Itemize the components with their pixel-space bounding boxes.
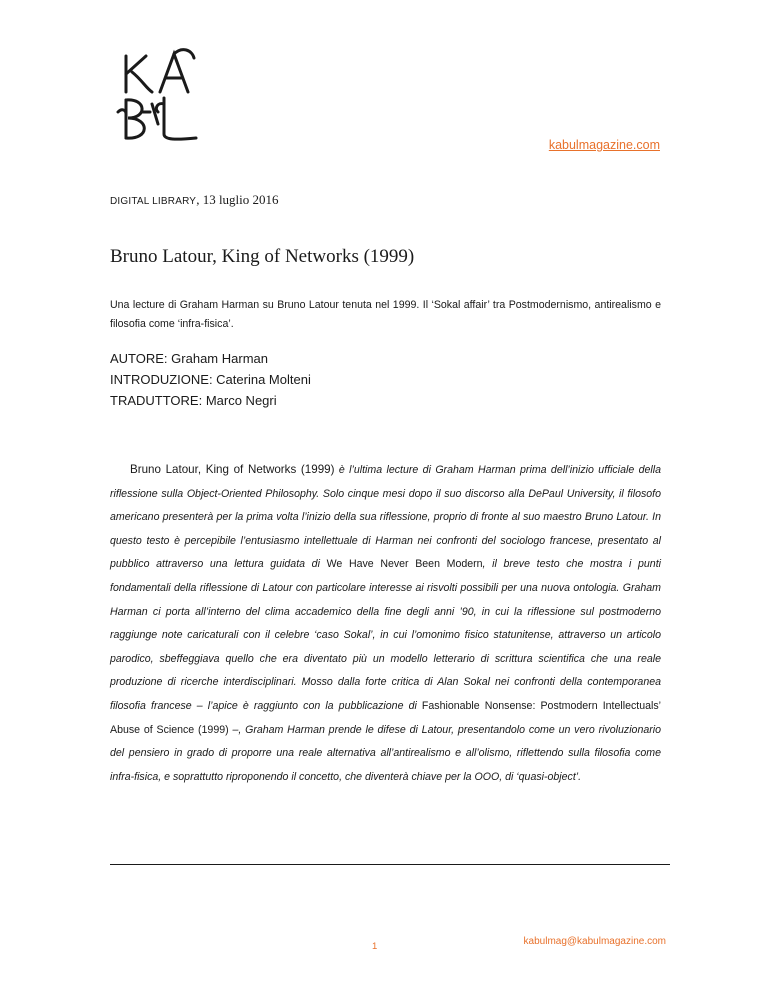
book-title-1: We Have Never Been Modern <box>326 558 483 571</box>
credit-translator: TRADUTTORE: Marco Negri <box>110 393 277 408</box>
body-text-2: , il breve testo che mostra i punti fondamentali della riflessione di Latour con particolare interesse ai risvolti possibili per una nuova ontologia. Graham Harman ci porta all’interno del clima accademico della fine degli anni ’90, in cui la riflessione sul postmoderno raggiunge note caricaturali con il celebre ‘caso Sokal’, in cui l’omonimo fisico statunitense, attraverso un articolo parodico, sbeffeggiava quello che era diventato più un modello letterario di scrittura scientifica che una reale produzione di ricerche interdisciplinari. Mosso dalla forte critica di Alan Sokal nei confronti della contemporanea filosofia francese – l’apice è raggiunto con la pubblicazione di <box>110 558 661 712</box>
page-number: 1 <box>372 941 378 952</box>
body-text-3: –, Graham Harman prende le difese di Latour, presentandolo come un vero rivoluzionario del pensiero in grado di proporre una reale alternativa all’antirealismo e all’olismo, riflettendo sulla filosofia come infra-fisica, e soprattutto riproponendo il concetto, che diventerà chiave per la OOO, di ‘quasi-object’. <box>110 723 662 783</box>
body-text-1: è l’ultima lecture di Graham Harman prima dell’inizio ufficiale della riflessione sulla Object-Oriented Philosophy. Solo cinque mesi dopo il suo discorso alla DePaul University, il filosofo americano presenterà per la prima volta l’inizio della sua riflessione, proprio di fronte al suo maestro Bruno Latour. In questo testo è percepibile l’entusiasmo intellettuale di Harman nei confronti del sociologo francese, presentato al pubblico attraverso una lettura guidata di <box>110 464 661 571</box>
article-meta <box>110 192 279 208</box>
site-link[interactable]: kabulmagazine.com <box>548 138 660 152</box>
section-label: DIGITAL LIBRARY <box>110 196 197 207</box>
article-title: Bruno Latour, King of Networks (1999) <box>110 246 415 267</box>
footer-divider <box>110 864 670 865</box>
footer-email-link[interactable]: kabulmag@kabulmagazine.com <box>523 936 666 947</box>
publish-date: , 13 luglio 2016 <box>196 192 279 207</box>
lead-title: Bruno Latour, King of Networks (1999) <box>130 463 335 476</box>
article-subtitle: Una lecture di Graham Harman su Bruno Latour tenuta nel 1999. Il ‘Sokal affair’ tra Postmodernismo, antirealismo e filosofia come ‘infra-fisica’. <box>110 299 661 330</box>
credit-author: AUTORE: Graham Harman <box>110 351 268 366</box>
credits <box>110 348 311 411</box>
book-title-2: Fashionable Nonsense: Postmodern Intellectuals’ Abuse of Science (1999) <box>110 699 662 736</box>
introduction-paragraph <box>110 458 661 789</box>
credit-introduction: INTRODUZIONE: Caterina Molteni <box>110 372 311 387</box>
kabul-logo <box>112 42 224 146</box>
